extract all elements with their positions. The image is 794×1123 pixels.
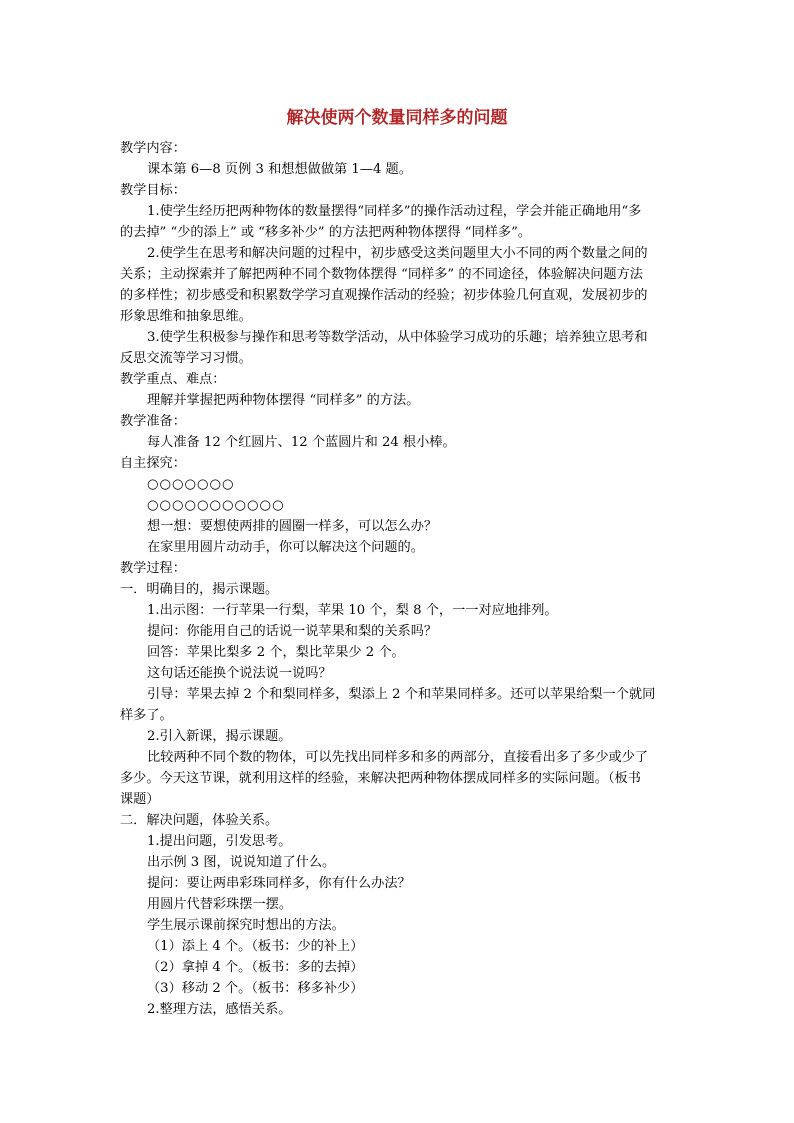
paragraph-line: 回答：苹果比梨多 2 个，梨比苹果少 2 个。 (147, 645, 405, 660)
section-heading: 自主探究： (120, 456, 186, 471)
paragraph-line: 关系；主动探索并了解把两种不同个数物体摆得 “同样多” 的不同途径，体验解决问题方法 (120, 267, 643, 282)
paragraph-line: 3.使学生积极参与操作和思考等数学活动，从中体验学习成功的乐趣；培养独立思考和 (147, 330, 648, 345)
paragraph-line: 理解并掌握把两种物体摆得 “同样多” 的方法。 (147, 393, 420, 408)
paragraph-line: 提问：你能用自己的话说一说苹果和梨的关系吗？ (147, 624, 438, 639)
list-item: （1）添上 4 个。（板书：少的补上） (147, 939, 364, 954)
paragraph-line: 1.提出问题，引发思考。 (147, 834, 292, 849)
paragraph-line: 在家里用圆片动动手，你可以解决这个问题的。 (147, 540, 424, 555)
paragraph-line: 样多了。 (120, 708, 173, 723)
paragraph-line: 课本第 6—8 页例 3 和想想做做第 1—4 题。 (147, 162, 412, 177)
paragraph-line: 引导：苹果去掉 2 个和梨同样多，梨添上 2 个和苹果同样多。还可以苹果给梨一个就同 (147, 687, 656, 702)
paragraph-line: 的多样性；初步感受和积累数学学习直观操作活动的经验；初步体验几何直观，发展初步的 (120, 288, 648, 303)
section-heading: 教学过程： (120, 561, 186, 576)
paragraph-line: 出示例 3 图，说说知道了什么。 (147, 855, 336, 870)
section-heading: 教学准备： (120, 414, 186, 429)
paragraph-line: 提问：要让两串彩珠同样多，你有什么办法？ (147, 876, 411, 891)
section-heading: 二．解决问题，体验关系。 (120, 813, 279, 828)
circle-row-2: ○○○○○○○○○○○ (147, 498, 285, 513)
paragraph-line: 2.引入新课，揭示课题。 (147, 729, 292, 744)
section-heading: 教学目标： (120, 183, 186, 198)
paragraph-line: 多少。今天这节课，就利用这样的经验，来解决把两种物体摆成同样多的实际问题。（板书 (120, 771, 641, 786)
paragraph-line: 想一想：要想使两排的圆圈一样多，可以怎么办？ (147, 519, 438, 534)
paragraph-line: 课题） (120, 792, 160, 807)
paragraph-line: 每人准备 12 个红圆片、12 个蓝圆片和 24 根小棒。 (147, 435, 456, 450)
paragraph-line: 比较两种不同个数的物体，可以先找出同样多和多的两部分，直接看出多了多少或少了 (147, 750, 649, 765)
paragraph-line: 反思交流等学习习惯。 (120, 351, 252, 366)
paragraph-line: 学生展示课前探究时想出的方法。 (147, 918, 345, 933)
document-title: 解决使两个数量同样多的问题 (286, 108, 508, 128)
section-heading: 教学重点、难点： (120, 372, 226, 387)
paragraph-line: 这句话还能换个说法说一说吗？ (147, 666, 332, 681)
paragraph-line: 2.整理方法，感悟关系。 (147, 1002, 292, 1017)
paragraph-line: 形象思维和抽象思维。 (120, 309, 252, 324)
section-heading: 教学内容： (120, 141, 186, 156)
list-item: （2）拿掉 4 个。（板书：多的去掉） (147, 960, 364, 975)
paragraph-line: 的去掉” “少的添上” 或 “移多补少” 的方法把两种物体摆得 “同样多”。 (120, 225, 532, 240)
paragraph-line: 2.使学生在思考和解决问题的过程中，初步感受这类问题里大小不同的两个数量之间的 (147, 246, 648, 261)
paragraph-line: 1.出示图：一行苹果一行梨，苹果 10 个，梨 8 个，一一对应地排列。 (147, 603, 558, 618)
list-item: （3）移动 2 个。（板书：移多补少） (147, 981, 364, 996)
circle-row-1: ○○○○○○○ (147, 477, 235, 492)
section-heading: 一．明确目的，揭示课题。 (120, 582, 279, 597)
paragraph-line: 用圆片代替彩珠摆一摆。 (147, 897, 293, 912)
paragraph-line: 1.使学生经历把两种物体的数量摆得“同样多”的操作活动过程，学会并能正确地用“多 (147, 204, 642, 219)
